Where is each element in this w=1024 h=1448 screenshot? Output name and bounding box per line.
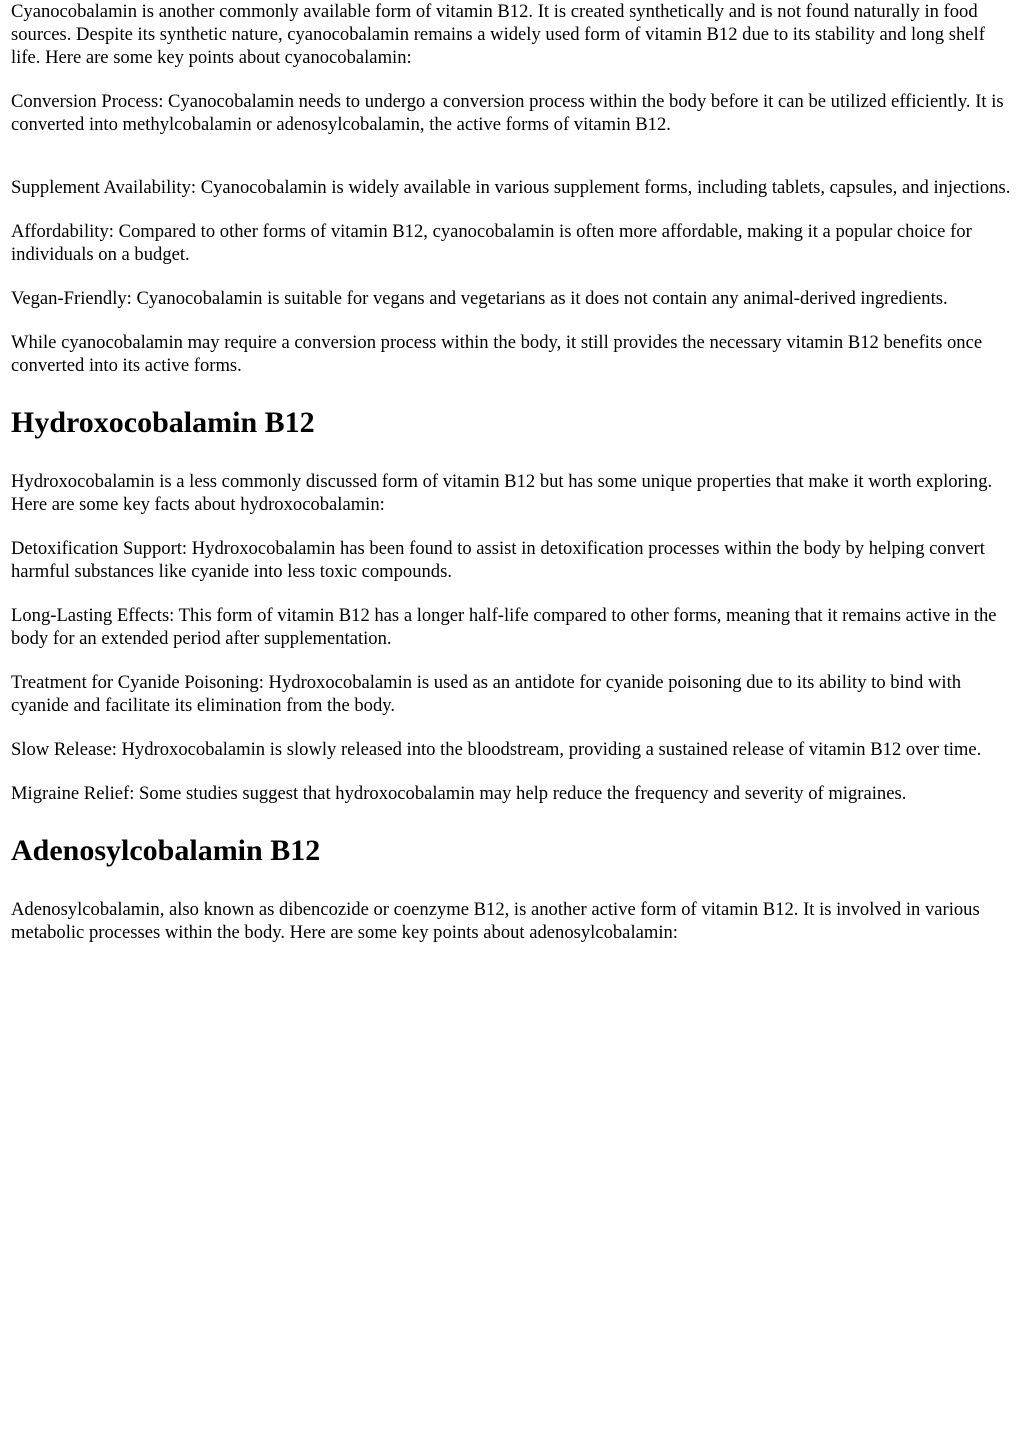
cyanocobalamin-closing: While cyanocobalamin may require a conversion process within the body, it still provides the necessary vitamin B12 benefits once converted into its active forms.: [11, 332, 983, 376]
adenosylcobalamin-heading: Adenosylcobalamin B12: [11, 834, 321, 867]
adenosylcobalamin-intro: Adenosylcobalamin, also known as dibencozide or coenzyme B12, is another active form of vitamin B12. It is involved in various metabolic processes within the body. Here are some key points about adenosylcobalamin:: [11, 899, 980, 943]
hydroxocobalamin-intro: Hydroxocobalamin is a less commonly discussed form of vitamin B12 but has some unique properties that make it worth exploring. Here are some key facts about hydroxocobalamin:: [11, 471, 993, 515]
cyanocobalamin-intro: Cyanocobalamin is another commonly available form of vitamin B12. It is created synthetically and is not found naturally in food sources. Despite its synthetic nature, cyanocobalamin remains a widely used form of vitamin B12 due to its stability and long shelf life. Here are some key points about cyanocobalamin:: [11, 1, 985, 68]
hydroxocobalamin-point-migraine: Migraine Relief: Some studies suggest that hydroxocobalamin may help reduce the frequency and severity of migraines.: [11, 783, 907, 804]
hydroxocobalamin-point-detox: Detoxification Support: Hydroxocobalamin has been found to assist in detoxification processes within the body by helping convert harmful substances like cyanide into less toxic compounds.: [11, 538, 985, 582]
cyanocobalamin-point-vegan: Vegan-Friendly: Cyanocobalamin is suitable for vegans and vegetarians as it does not contain any animal-derived ingredients.: [11, 288, 948, 309]
cyanocobalamin-point-affordability: Affordability: Compared to other forms of vitamin B12, cyanocobalamin is often more affordable, making it a popular choice for individuals on a budget.: [11, 221, 972, 265]
hydroxocobalamin-point-long-lasting: Long-Lasting Effects: This form of vitamin B12 has a longer half-life compared to other forms, meaning that it remains active in the body for an extended period after supplementation.: [11, 605, 997, 649]
hydroxocobalamin-heading: Hydroxocobalamin B12: [11, 406, 315, 439]
cyanocobalamin-point-availability: Supplement Availability: Cyanocobalamin is widely available in various supplement forms, including tablets, capsules, and injections.: [11, 177, 1011, 198]
hydroxocobalamin-point-slow-release: Slow Release: Hydroxocobalamin is slowly released into the bloodstream, providing a sustained release of vitamin B12 over time.: [11, 739, 982, 760]
cyanocobalamin-point-conversion: Conversion Process: Cyanocobalamin needs to undergo a conversion process within the body before it can be utilized efficiently. It is converted into methylcobalamin or adenosylcobalamin, the active forms of vitamin B12.: [11, 91, 1004, 135]
hydroxocobalamin-point-cyanide: Treatment for Cyanide Poisoning: Hydroxocobalamin is used as an antidote for cyanide poisoning due to its ability to bind with cyanide and facilitate its elimination from the body.: [11, 672, 962, 716]
